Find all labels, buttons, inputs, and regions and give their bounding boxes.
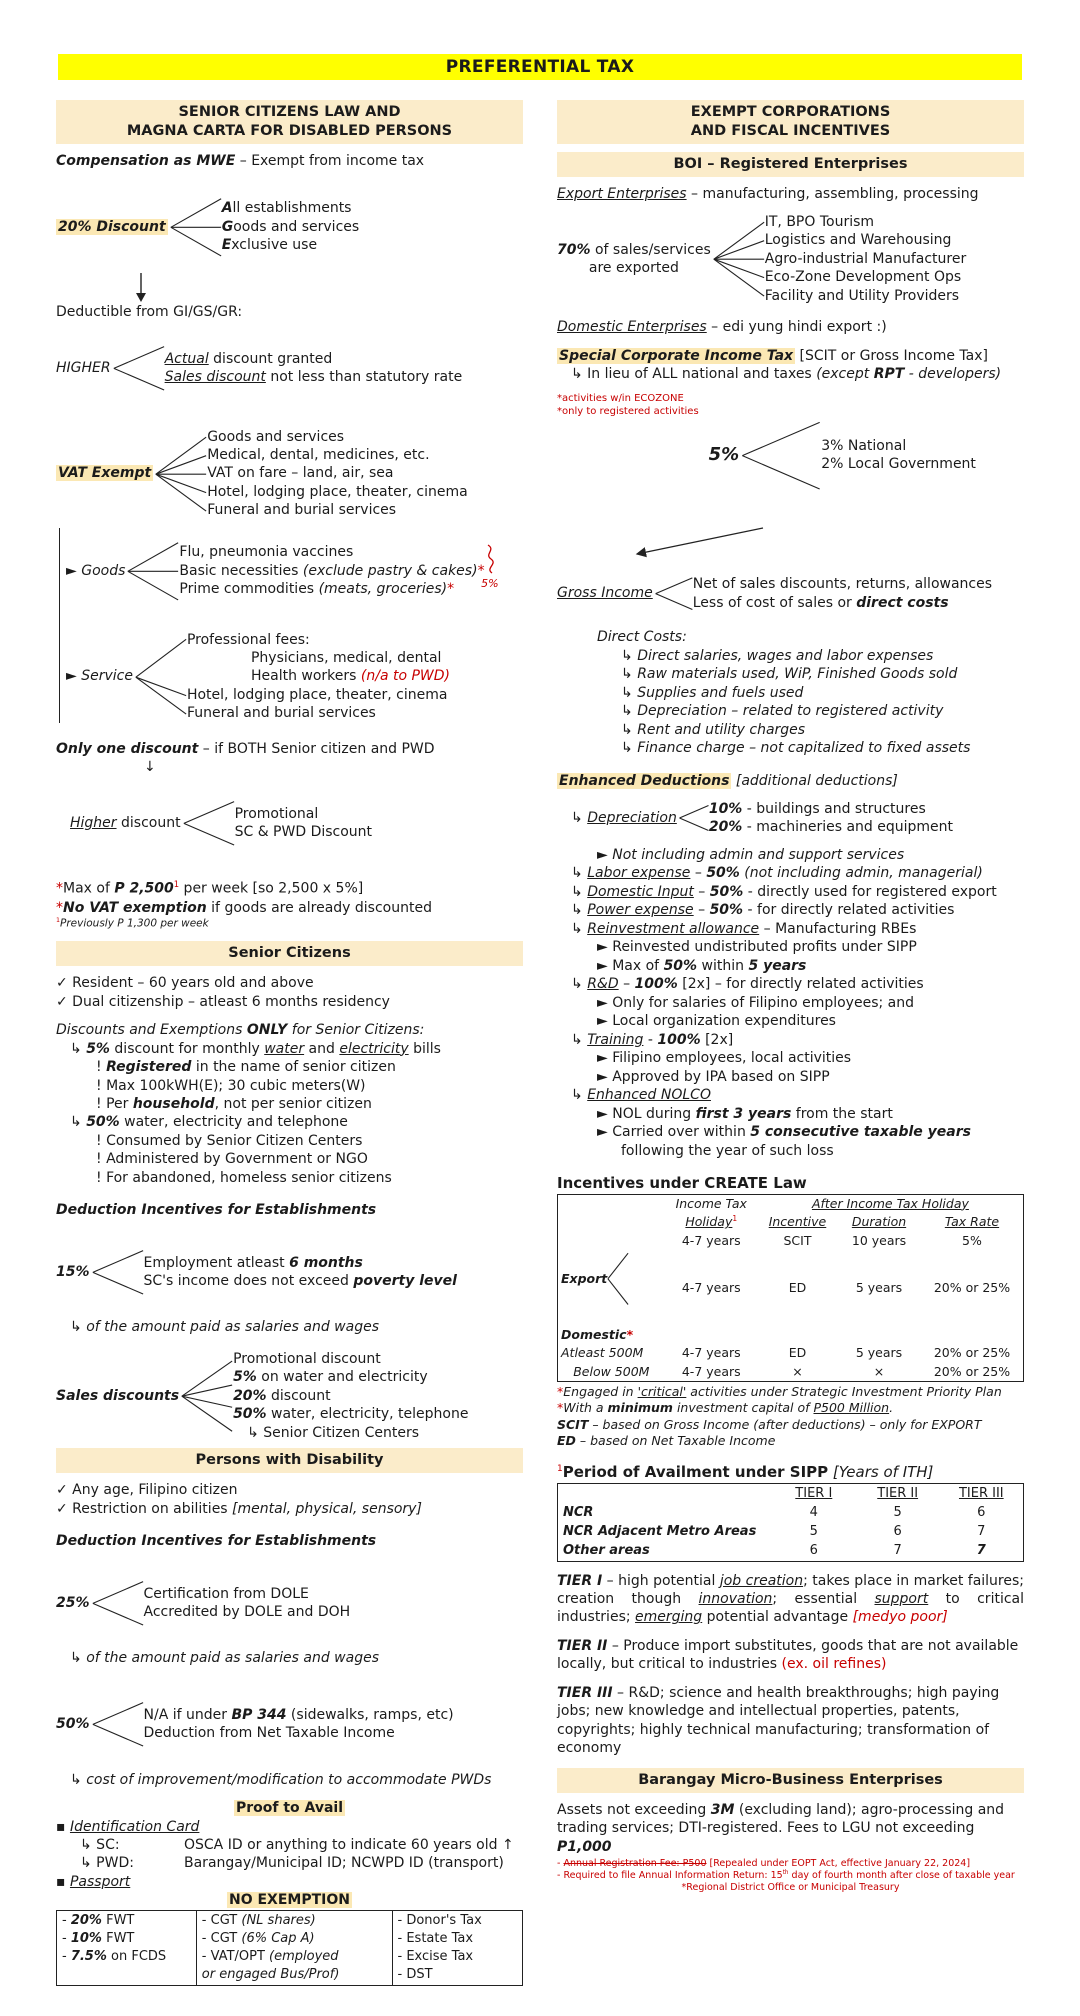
row-label: Atleast 500M bbox=[561, 1345, 644, 1361]
table-cell: 5 bbox=[809, 1524, 818, 1540]
scit-rate-block bbox=[557, 386, 1024, 525]
deduction-incentives-header2: Deduction Incentives for Establishments bbox=[56, 1533, 377, 1550]
fork-item: Facility and Utility Providers bbox=[764, 287, 960, 304]
fork-lines-icon bbox=[170, 184, 222, 271]
header-duration: Duration bbox=[851, 1214, 907, 1230]
fork-item: SC's income does not exceed poverty level bbox=[143, 1273, 457, 1290]
fork-20-discount bbox=[56, 184, 523, 271]
header-tier3: TIER III bbox=[958, 1485, 1004, 1501]
fork-item: 2% Local Government bbox=[821, 456, 976, 473]
fork-25pct-items bbox=[144, 1560, 351, 1647]
senior-item: ↳ 5% discount for monthly water and electricity bills bbox=[70, 1040, 441, 1057]
fork-50pct-sub: ↳ cost of improvement/modification to accommodate PWDs bbox=[70, 1771, 492, 1788]
no-exemption-col2 bbox=[196, 1910, 392, 1985]
fork-item: Promotional discount bbox=[233, 1350, 381, 1367]
fork-vat-exempt-label: VAT Exempt bbox=[58, 465, 152, 482]
fork-70pct-items bbox=[765, 213, 966, 305]
table-cell: 4-7 years bbox=[681, 1279, 741, 1295]
scit-sub-line: ↳ In lieu of ALL national and taxes (except RPT - developers) bbox=[571, 366, 1002, 383]
row-label: Below 500M bbox=[573, 1363, 650, 1379]
fork-subitem: Health workers (n/a to PWD) bbox=[250, 668, 451, 685]
header-tax-rate: Tax Rate bbox=[944, 1214, 1000, 1230]
senior-citizens-header: Senior Citizens bbox=[56, 941, 523, 966]
spacer bbox=[557, 1449, 1024, 1463]
table-cell-line: - Excise Tax bbox=[397, 1948, 474, 1964]
spacer bbox=[56, 1518, 523, 1532]
export-label: Export bbox=[561, 1270, 608, 1286]
table-cell: 20% or 25% bbox=[933, 1279, 1011, 1295]
header-incentive: Incentive bbox=[768, 1214, 827, 1230]
tier3-paragraph: TIER III – R&D; science and health breakthroughs; high paying jobs; new knowledge and intellectual properties, patents, copyrights; highly technical manufacturing; transformation of economy bbox=[557, 1684, 1000, 1757]
right-section-header bbox=[557, 100, 1024, 144]
create-law-table bbox=[557, 1194, 1024, 1382]
bmbe-header: Barangay Micro-Business Enterprises bbox=[557, 1768, 1024, 1793]
note-no-vat-exemption: *No VAT exemption if goods are already discounted bbox=[56, 899, 432, 916]
fork-service-items bbox=[187, 631, 450, 723]
proof-to-avail-heading bbox=[56, 1799, 523, 1817]
spacer bbox=[56, 1011, 523, 1021]
spacer bbox=[56, 171, 523, 181]
enhanced-line: ↳ Training - 100% [2x] bbox=[571, 1031, 734, 1048]
table-cell: 5 years bbox=[855, 1345, 903, 1361]
table-cell: 4 bbox=[809, 1505, 818, 1521]
bmbe-note: *Regional District Office or Municipal Treasury bbox=[681, 1882, 900, 1894]
enhanced-line: ↳ Reinvestment allowance – Manufacturing RBEs bbox=[571, 920, 917, 937]
red-note: *only to registered activities bbox=[557, 405, 699, 417]
fork-lines-icon bbox=[127, 528, 179, 615]
scit-red-notes bbox=[557, 386, 699, 418]
senior-subitem: ! Registered in the name of senior citizen bbox=[96, 1059, 396, 1076]
proof-sc-key: ↳ SC: bbox=[80, 1836, 120, 1853]
tier2-paragraph: TIER II – Produce import substitutes, goods that are not available locally, but critical to industries (ex. oil refines) bbox=[557, 1637, 1019, 1673]
table-cell: × bbox=[792, 1363, 803, 1379]
no-exemption-heading bbox=[56, 1891, 523, 1909]
header-tier2: TIER II bbox=[877, 1485, 919, 1501]
deductible-line: Deductible from GI/GS/GR: bbox=[56, 304, 243, 321]
senior-subitem: ! Max 100kWH(E); 30 cubic meters(W) bbox=[96, 1077, 366, 1094]
bmbe-note: - Required to file Annual Information Return: 15th day of fourth month after close of taxable year bbox=[557, 1870, 1015, 1882]
proof-pwd-row bbox=[56, 1854, 523, 1872]
fork-sub: ↳ Senior Citizen Centers bbox=[247, 1424, 420, 1441]
fork-item: Exclusive use bbox=[221, 237, 318, 254]
fork-item: Funeral and burial services bbox=[207, 502, 397, 519]
note-previously: $^1$Previously P 1,300 per week bbox=[56, 917, 209, 930]
export-label-fork bbox=[561, 1233, 662, 1325]
table-note: SCIT – based on Gross Income (after deductions) – only for EXPORT bbox=[557, 1416, 982, 1432]
fork-70pct bbox=[557, 213, 1024, 305]
discounts-title: Discounts and Exemptions ONLY for Senior Citizens: bbox=[56, 1022, 425, 1039]
squiggle-annotation bbox=[481, 544, 498, 592]
fork-gross-income bbox=[557, 562, 1024, 625]
fork-higher bbox=[56, 325, 523, 412]
bmbe-notes bbox=[557, 1858, 1024, 1894]
right-column bbox=[557, 94, 1024, 1894]
fork-service bbox=[66, 631, 523, 723]
table-cell-line: or engaged Bus/Prof) bbox=[201, 1966, 340, 1982]
fork-goods bbox=[66, 528, 523, 615]
table-cell: 4-7 years bbox=[681, 1232, 741, 1248]
fork-item: Goods and services bbox=[221, 218, 360, 235]
bmbe-note: - Annual Registration Fee: P500 [Repealed under EOPT Act, effective January 22, 2024] bbox=[557, 1858, 971, 1870]
arrow-to-gross-income-icon bbox=[623, 525, 773, 559]
table-cell-line: - CGT (6% Cap A) bbox=[201, 1930, 315, 1946]
fork-lines-icon bbox=[741, 389, 821, 522]
down-arrow-glyph: ↓ bbox=[144, 759, 156, 776]
fork-25pct-label: 25% bbox=[56, 1594, 90, 1611]
enhanced-line: ↳ Power expense – 50% - for directly related activities bbox=[571, 902, 955, 919]
fork-item: Certification from DOLE bbox=[143, 1585, 309, 1602]
table-cell-line: - DST bbox=[397, 1966, 433, 1982]
left-header-line1: SENIOR CITIZENS LAW AND bbox=[178, 104, 401, 120]
spacer bbox=[557, 1160, 1024, 1174]
table-cell-line: - 7.5% on FCDS bbox=[62, 1948, 167, 1964]
direct-cost-item: ↳ Supplies and fuels used bbox=[621, 684, 804, 701]
row-label: Other areas bbox=[563, 1543, 650, 1559]
fork-50pct-items bbox=[144, 1681, 454, 1768]
enhanced-line: ► Filipino employees, local activities bbox=[597, 1050, 852, 1067]
fork-item: Sales discount not less than statutory rate bbox=[164, 369, 463, 386]
fork-lines-icon bbox=[92, 1229, 144, 1316]
spacer bbox=[56, 869, 523, 879]
fork-depreciation-label: ↳ Depreciation bbox=[571, 809, 677, 826]
table-note: *With a minimum investment capital of P500 Million. bbox=[557, 1400, 894, 1416]
fork-25pct-sub: ↳ of the amount paid as salaries and wages bbox=[70, 1650, 379, 1667]
only-one-discount-line: Only one discount – if BOTH Senior citizen and PWD bbox=[56, 740, 435, 757]
no-exemption-col3 bbox=[392, 1910, 522, 1985]
export-enterprises-line: Export Enterprises – manufacturing, assembling, processing bbox=[557, 186, 979, 203]
fork-lines-icon bbox=[181, 1350, 233, 1442]
fork-item: Prime commodities (meats, groceries)* bbox=[179, 581, 455, 598]
fork-item: 50% water, electricity, telephone bbox=[233, 1406, 469, 1423]
sipp-title: $^1$Period of Availment under SIPP [Years of ITH] bbox=[557, 1463, 934, 1482]
table-cell: 6 bbox=[977, 1505, 986, 1521]
header-tier1: TIER I bbox=[795, 1485, 833, 1501]
fork-sales-discounts bbox=[56, 1350, 523, 1442]
table-note: *Engaged in 'critical' activities under Strategic Investment Priority Plan bbox=[557, 1384, 1002, 1400]
fork-vat-exempt-items bbox=[207, 428, 467, 520]
row-label: NCR Adjacent Metro Areas bbox=[563, 1524, 757, 1540]
fork-70pct-label-line1: 70% of sales/services bbox=[557, 241, 711, 258]
empty-cell bbox=[558, 1483, 772, 1503]
enhanced-line: ► Local organization expenditures bbox=[597, 1013, 836, 1030]
squiggle-rate-note: 5% bbox=[481, 577, 499, 591]
table-cell: × bbox=[873, 1363, 885, 1379]
fork-item: 5% on water and electricity bbox=[233, 1369, 428, 1386]
enhanced-line: ► Approved by IPA based on SIPP bbox=[597, 1068, 830, 1085]
tier1-paragraph: TIER I – high potential job creation; takes place in market failures; creation though innovation; essential support to critical industries; emerging potential advantage [medyo poor] bbox=[557, 1572, 1025, 1626]
create-law-title: Incentives under CREATE Law bbox=[557, 1173, 807, 1192]
proof-pwd-key: ↳ PWD: bbox=[80, 1855, 134, 1872]
direct-cost-item: ↳ Direct salaries, wages and labor expenses bbox=[621, 647, 934, 664]
right-header-line1: EXEMPT CORPORATIONS bbox=[690, 104, 891, 120]
header-income-tax: Income Tax bbox=[675, 1195, 747, 1211]
fork-item: Logistics and Warehousing bbox=[764, 232, 952, 249]
create-table-notes bbox=[557, 1384, 1024, 1449]
fork-item: Employment atleast 6 months bbox=[143, 1254, 363, 1271]
table-cell: 4-7 years bbox=[681, 1345, 741, 1361]
table-note: ED – based on Net Taxable Income bbox=[557, 1432, 776, 1448]
direct-cost-item: ↳ Rent and utility charges bbox=[621, 721, 806, 738]
table-cell: 5 bbox=[893, 1505, 902, 1521]
fork-50pct-label: 50% bbox=[56, 1716, 90, 1732]
fork-higher-label: HIGHER bbox=[56, 359, 111, 376]
fork-goods-label: ► Goods bbox=[66, 562, 126, 579]
deduction-incentives-header: Deduction Incentives for Establishments bbox=[56, 1202, 377, 1219]
senior-subitem: ! Per household, not per senior citizen bbox=[96, 1095, 372, 1112]
fork-lines-icon bbox=[655, 562, 693, 625]
table-cell: 6 bbox=[809, 1543, 818, 1559]
no-exemption-label: NO EXEMPTION bbox=[229, 1892, 350, 1909]
fork-item: Promotional bbox=[234, 805, 319, 822]
fork-lines-icon bbox=[183, 780, 235, 867]
check-line: ✓ Restriction on abilities [mental, physical, sensory] bbox=[56, 1500, 422, 1517]
bmbe-body: Assets not exceeding 3M (excluding land); agro-processing and trading services; DTI-registered. Fees to LGU not exceeding P1,000 bbox=[557, 1801, 1005, 1855]
header-holiday: Holiday$^1$ bbox=[685, 1214, 738, 1230]
spacer bbox=[56, 726, 523, 740]
direct-cost-item: ↳ Depreciation – related to registered activity bbox=[621, 703, 944, 720]
direct-cost-item: ↳ Raw materials used, WiP, Finished Goods sold bbox=[621, 666, 958, 683]
fork-item: 20% discount bbox=[233, 1387, 331, 1404]
enhanced-line: ► NOL during first 3 years from the start bbox=[597, 1105, 893, 1122]
fork-item: Less of cost of sales or direct costs bbox=[692, 594, 949, 611]
table-cell: ED bbox=[788, 1279, 807, 1295]
enhanced-line: following the year of such loss bbox=[621, 1142, 834, 1159]
fork-5pct-items bbox=[821, 389, 976, 522]
enhanced-line: ► Max of 50% within 5 years bbox=[597, 957, 807, 974]
fork-vat-exempt bbox=[56, 428, 523, 520]
row-label: NCR bbox=[563, 1505, 594, 1521]
fork-15pct-label: 15% bbox=[56, 1263, 90, 1280]
spacer bbox=[56, 415, 523, 425]
enhanced-line: ↳ R&D – 100% [2x] – for directly related activities bbox=[571, 976, 924, 993]
senior-item: ↳ 50% water, electricity and telephone bbox=[70, 1114, 348, 1131]
table-cell: ED bbox=[788, 1345, 807, 1361]
spacer bbox=[56, 1789, 523, 1799]
fork-sales-discounts-items bbox=[233, 1350, 468, 1442]
spacer bbox=[56, 1551, 523, 1557]
table-cell: 20% or 25% bbox=[933, 1345, 1011, 1361]
fork-depreciation-items bbox=[709, 793, 953, 843]
spacer bbox=[56, 1187, 523, 1201]
fork-gross-income-label: Gross Income bbox=[557, 585, 653, 602]
fork-item: VAT on fare – land, air, sea bbox=[207, 465, 394, 482]
fork-lines-icon bbox=[607, 1233, 629, 1325]
fork-item: Hotel, lodging place, theater, cinema bbox=[186, 686, 448, 703]
table-cell: 6 bbox=[893, 1524, 902, 1540]
spacer bbox=[557, 758, 1024, 772]
fork-item: Medical, dental, medicines, etc. bbox=[207, 446, 430, 463]
fork-lines-icon bbox=[713, 213, 765, 305]
table-cell-line: - Donor's Tax bbox=[397, 1912, 482, 1928]
fork-70pct-label-line2: are exported bbox=[588, 260, 679, 277]
spacer bbox=[56, 1337, 523, 1347]
table-cell: 20% or 25% bbox=[933, 1363, 1011, 1379]
fork-item: SC & PWD Discount bbox=[234, 824, 373, 841]
check-line: ✓ Any age, Filipino citizen bbox=[56, 1482, 238, 1499]
scit-heading-line: Special Corporate Income Tax [SCIT or Gross Income Tax] bbox=[559, 347, 988, 364]
fork-25pct bbox=[56, 1560, 523, 1647]
passport-line: ▪ Passport bbox=[56, 1873, 131, 1890]
fork-item: Eco-Zone Development Ops bbox=[764, 269, 962, 286]
enhanced-line: ↳ Labor expense – 50% (not including admin, managerial) bbox=[571, 865, 983, 882]
fork-higher-discount-label: Higher discount bbox=[70, 814, 181, 831]
header-after-ith: After Income Tax Holiday bbox=[811, 1195, 969, 1211]
right-header-line2: AND FISCAL INCENTIVES bbox=[690, 123, 891, 140]
fork-item: Accredited by DOLE and DOH bbox=[143, 1604, 351, 1621]
fork-lines-icon bbox=[92, 1681, 144, 1768]
left-section-header bbox=[56, 100, 523, 144]
proof-sc-row bbox=[56, 1836, 523, 1854]
table-cell-line: - VAT/OPT (employed bbox=[201, 1948, 339, 1964]
spacer bbox=[56, 1668, 523, 1678]
red-note: *activities w/in ECOZONE bbox=[557, 392, 684, 404]
fork-item: 20% - machineries and equipment bbox=[708, 819, 954, 835]
fork-item: Agro-industrial Manufacturer bbox=[764, 250, 967, 267]
spacer bbox=[66, 618, 523, 628]
no-exemption-col1 bbox=[57, 1910, 197, 1985]
export-row-label-cell bbox=[558, 1232, 665, 1326]
fork-item: 10% - buildings and structures bbox=[708, 800, 926, 817]
sipp-table bbox=[557, 1483, 1024, 1562]
table-cell: 7 bbox=[893, 1543, 902, 1559]
proof-sc-value: OSCA ID or anything to indicate 60 years old ↑ bbox=[184, 1836, 514, 1853]
enhanced-line: ↳ Enhanced NOLCO bbox=[571, 1087, 711, 1104]
proof-to-avail-label: Proof to Avail bbox=[235, 1800, 344, 1817]
senior-subitem: ! Administered by Government or NGO bbox=[96, 1151, 368, 1168]
table-cell: 7 bbox=[977, 1524, 986, 1540]
left-column bbox=[56, 94, 523, 1986]
fork-subitem: Physicians, medical, dental bbox=[250, 649, 442, 666]
fork-50pct bbox=[56, 1681, 523, 1768]
fork-15pct-items bbox=[144, 1229, 457, 1316]
proof-pwd-value: Barangay/Municipal ID; NCWPD ID (transport) bbox=[184, 1855, 504, 1872]
squiggle-icon bbox=[483, 544, 497, 574]
fork-item: Deduction from Net Taxable Income bbox=[143, 1725, 395, 1742]
table-cell-line: - Estate Tax bbox=[397, 1930, 474, 1946]
fork-higher-discount bbox=[56, 780, 523, 867]
fork-70pct-label bbox=[557, 241, 713, 278]
enhanced-deductions-header: Enhanced Deductions [additional deductions] bbox=[559, 772, 898, 789]
left-header-line2: MAGNA CARTA FOR DISABLED PERSONS bbox=[126, 123, 453, 140]
fork-item: Flu, pneumonia vaccines bbox=[179, 544, 354, 561]
spacer bbox=[557, 337, 1024, 347]
boi-header: BOI – Registered Enterprises bbox=[557, 152, 1024, 177]
fork-higher-discount-items bbox=[235, 780, 372, 867]
pwd-header: Persons with Disability bbox=[56, 1448, 523, 1473]
fork-service-label: ► Service bbox=[66, 668, 133, 685]
fork-lines-icon bbox=[92, 1560, 144, 1647]
spacer bbox=[56, 1220, 523, 1226]
page-title: PREFERENTIAL TAX bbox=[58, 54, 1022, 80]
fork-lines-icon bbox=[679, 793, 709, 843]
fork-item: Funeral and burial services bbox=[186, 705, 376, 722]
fork-lines-icon bbox=[135, 631, 187, 723]
fork-item: Basic necessities (exclude pastry & cakes)* bbox=[179, 562, 485, 579]
fork-20-discount-items bbox=[222, 184, 360, 271]
fork-item: Goods and services bbox=[207, 428, 345, 445]
fork-item: Professional fees: bbox=[186, 631, 310, 648]
fork-depreciation bbox=[571, 793, 1024, 843]
enhanced-line: ► Carried over within 5 consecutive taxable years bbox=[597, 1124, 971, 1141]
table-cell: 5 years bbox=[855, 1279, 903, 1295]
fork-15pct bbox=[56, 1229, 523, 1316]
domestic-row-label: Domestic* bbox=[561, 1326, 634, 1342]
down-arrow-icon bbox=[134, 273, 148, 303]
table-cell: 7 bbox=[976, 1543, 986, 1559]
fork-item: All establishments bbox=[221, 200, 352, 217]
spacer bbox=[557, 308, 1024, 318]
fork-lines-icon bbox=[155, 428, 207, 520]
fork-5pct-label: 5% bbox=[708, 444, 740, 466]
senior-subitem: ! Consumed by Senior Citizen Centers bbox=[96, 1132, 363, 1149]
check-line: ✓ Dual citizenship – atleast 6 months residency bbox=[56, 993, 390, 1010]
enhanced-line: ► Only for salaries of Filipino employees; and bbox=[597, 994, 914, 1011]
enhanced-line: ► Reinvested undistributed profits under SIPP bbox=[597, 939, 917, 956]
table-cell-line: - CGT (NL shares) bbox=[201, 1912, 316, 1928]
fork-item: Actual discount granted bbox=[164, 350, 333, 367]
fork-20-discount-label: 20% Discount bbox=[58, 218, 166, 235]
fork-sales-discounts-label: Sales discounts bbox=[56, 1387, 180, 1404]
fork-gross-income-items bbox=[693, 562, 992, 625]
fork-item: 3% National bbox=[821, 437, 907, 454]
table-cell: SCIT bbox=[783, 1232, 812, 1248]
direct-costs-title: Direct Costs: bbox=[597, 629, 687, 646]
spacer bbox=[557, 204, 1024, 210]
table-cell-line: - 10% FWT bbox=[62, 1930, 135, 1946]
id-card-line: ▪ Identification Card bbox=[56, 1818, 200, 1835]
vat-branch-group bbox=[59, 528, 523, 723]
mwe-line: Compensation as MWE – Exempt from income tax bbox=[56, 153, 425, 170]
empty-cell bbox=[558, 1213, 665, 1232]
fork-item: N/A if under BP 344 (sidewalks, ramps, etc) bbox=[143, 1706, 454, 1723]
table-cell: 4-7 years bbox=[681, 1363, 741, 1379]
no-exemption-table bbox=[56, 1910, 523, 1986]
direct-cost-item: ↳ Finance charge – not capitalized to fixed assets bbox=[621, 740, 971, 757]
fork-goods-items bbox=[179, 528, 499, 615]
fork-higher-items bbox=[165, 325, 463, 412]
fork-item: Hotel, lodging place, theater, cinema bbox=[207, 483, 468, 500]
table-cell: 5% bbox=[962, 1232, 982, 1248]
table-cell-line: - 20% FWT bbox=[62, 1912, 135, 1928]
domestic-enterprises-line: Domestic Enterprises – edi yung hindi export :) bbox=[557, 319, 887, 336]
fork-item: IT, BPO Tourism bbox=[764, 213, 875, 230]
note-max-per-week: *Max of P 2,500$^1$ per week [so 2,500 x 5%] bbox=[56, 879, 364, 898]
check-line: ✓ Resident – 60 years old and above bbox=[56, 975, 314, 992]
fork-item: Net of sales discounts, returns, allowances bbox=[692, 576, 993, 593]
table-cell: 10 years bbox=[851, 1232, 907, 1248]
fork-5pct bbox=[709, 389, 976, 522]
fork-15pct-sub: ↳ of the amount paid as salaries and wages bbox=[70, 1319, 379, 1336]
enhanced-line: ► Not including admin and support services bbox=[597, 847, 905, 863]
enhanced-line: ↳ Domestic Input – 50% - directly used for registered export bbox=[571, 883, 997, 900]
two-column-layout bbox=[56, 94, 1024, 1986]
senior-subitem: ! For abandoned, homeless senior citizens bbox=[96, 1169, 392, 1186]
fork-lines-icon bbox=[113, 325, 165, 412]
empty-cell bbox=[558, 1194, 665, 1213]
